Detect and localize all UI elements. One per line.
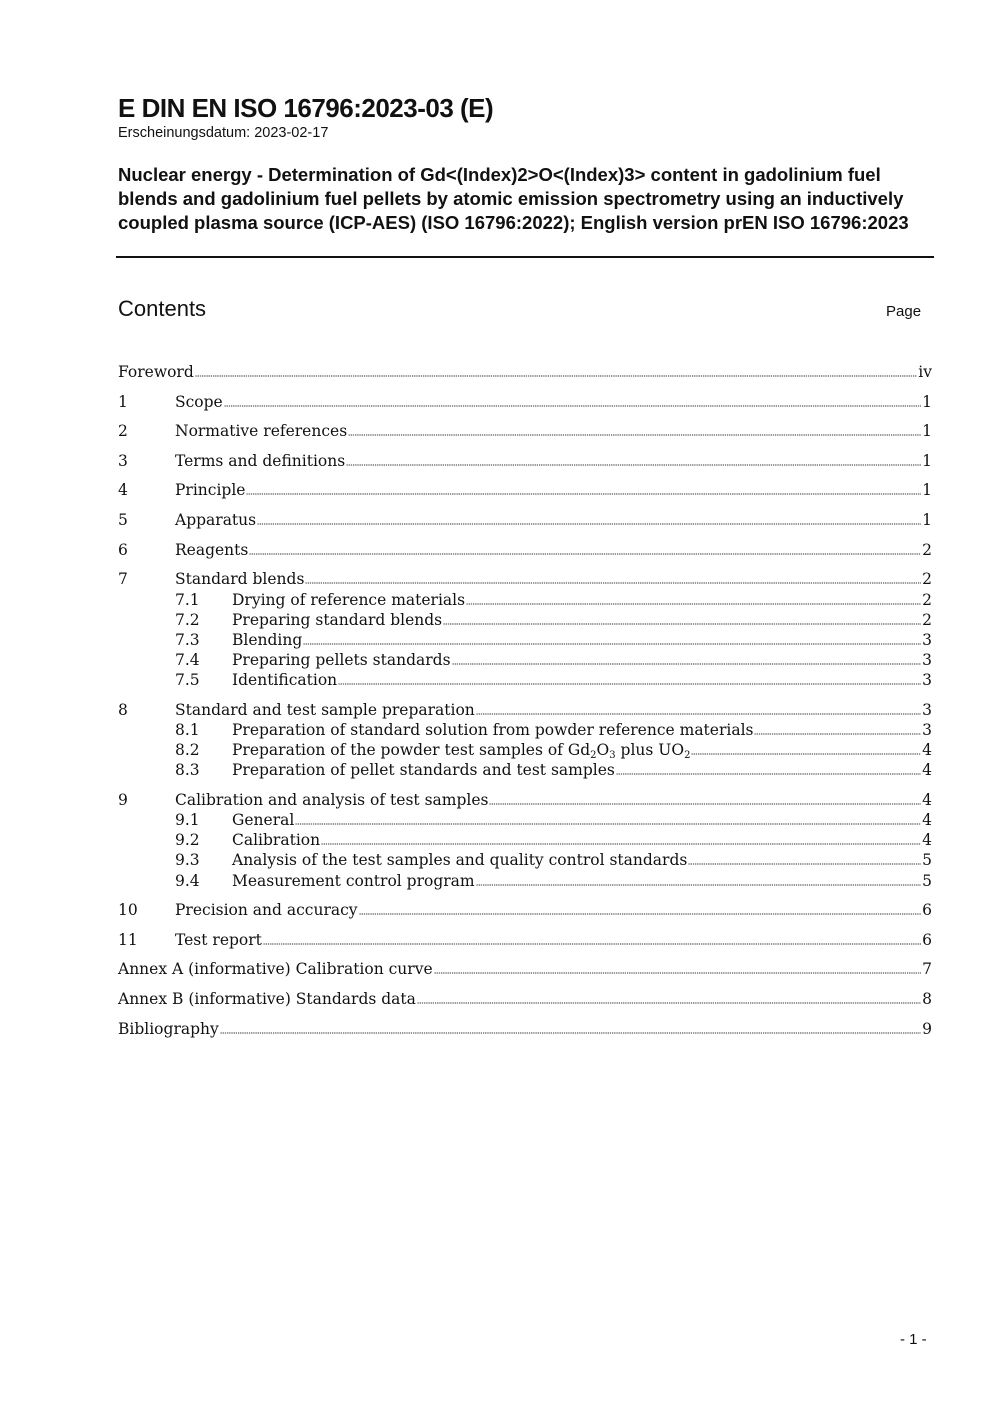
toc-entry-page: 5 xyxy=(922,851,932,869)
toc-entry-number: 6 xyxy=(118,541,128,559)
toc-entry[interactable] xyxy=(175,850,932,870)
toc-entry-number: 8 xyxy=(118,701,128,719)
toc-entry-number: 11 xyxy=(118,931,138,949)
toc-entry-label: Normative references xyxy=(175,422,348,440)
toc-entry-page: 4 xyxy=(922,761,932,779)
toc-entry-number: 9 xyxy=(118,791,128,809)
toc-leader-dots xyxy=(246,493,921,495)
toc-leader-dots xyxy=(476,884,922,886)
toc-entry[interactable] xyxy=(118,930,932,950)
toc-entry-label: Principle xyxy=(175,481,246,499)
contents-heading: Contents xyxy=(118,296,207,321)
toc-entry[interactable] xyxy=(118,900,932,920)
toc-entry-page: 1 xyxy=(922,511,932,529)
toc-entry-label: Preparing standard blends xyxy=(232,611,443,629)
toc-entry-page: 7 xyxy=(922,960,932,978)
toc-entry-number: 5 xyxy=(118,511,128,529)
toc-leader-dots xyxy=(691,753,921,755)
toc-entry-label: Annex B (informative) Standards data xyxy=(118,990,416,1008)
toc-entry-label: Preparation of standard solution from powder reference materials xyxy=(232,721,754,739)
toc-entry-number: 2 xyxy=(118,422,128,440)
toc-leader-dots xyxy=(466,603,921,605)
toc-leader-dots xyxy=(754,733,921,735)
toc-entry[interactable] xyxy=(175,720,932,740)
toc-entry[interactable] xyxy=(175,590,932,610)
toc-leader-dots xyxy=(295,823,921,825)
toc-entry-label: Calibration and analysis of test samples xyxy=(175,791,489,809)
toc-entry-page: 3 xyxy=(922,701,932,719)
toc-entry-number: 10 xyxy=(118,901,138,919)
toc-entry[interactable] xyxy=(175,630,932,650)
toc-entry-number: 7.2 xyxy=(175,611,200,629)
toc-entry-number: 9.3 xyxy=(175,851,200,869)
toc-leader-dots xyxy=(305,582,921,584)
toc-entry[interactable] xyxy=(175,871,932,891)
toc-entry[interactable] xyxy=(118,959,932,979)
toc-entry-label: Identification xyxy=(232,671,338,689)
toc-entry-label: Preparation of the powder test samples of $Gd_2O_3$ plus $UO_2$ xyxy=(232,741,691,761)
toc-entry-page: 3 xyxy=(922,631,932,649)
title-divider xyxy=(116,256,934,258)
toc-entry-label: Measurement control program xyxy=(232,872,475,890)
toc-entry-number: 4 xyxy=(118,481,128,499)
toc-entry[interactable] xyxy=(118,480,932,500)
toc-leader-dots xyxy=(348,434,921,436)
toc-entry-label: Annex A (informative) Calibration curve xyxy=(118,960,433,978)
toc-entry[interactable] xyxy=(118,569,932,589)
toc-entry-number: 8.1 xyxy=(175,721,200,739)
toc-entry-label: Precision and accuracy xyxy=(175,901,358,919)
toc-leader-dots xyxy=(303,643,921,645)
document-code: E DIN EN ISO 16796:2023-03 (E) xyxy=(118,93,494,123)
toc-entry-label: Test report xyxy=(175,931,262,949)
toc-entry[interactable] xyxy=(118,451,932,471)
toc-entry-page: 4 xyxy=(922,831,932,849)
toc-entry-number: 7 xyxy=(118,570,128,588)
toc-entry[interactable] xyxy=(118,540,932,560)
toc-leader-dots xyxy=(220,1032,921,1034)
toc-leader-dots xyxy=(321,843,921,845)
toc-leader-dots xyxy=(452,663,922,665)
toc-entry[interactable] xyxy=(175,830,932,850)
toc-entry-label: Terms and definitions xyxy=(175,452,346,470)
toc-entry-page: 1 xyxy=(922,422,932,440)
toc-entry-page: 3 xyxy=(922,671,932,689)
toc-leader-dots xyxy=(443,623,921,625)
publication-date: Erscheinungsdatum: 2023-02-17 xyxy=(118,125,329,141)
toc-entry-page: 2 xyxy=(922,570,932,588)
toc-entry-label: Calibration xyxy=(232,831,321,849)
page-number: - 1 - xyxy=(900,1331,927,1348)
toc-entry-label: Standard blends xyxy=(175,570,305,588)
toc-entry-label: General xyxy=(232,811,295,829)
toc-entry-page: 1 xyxy=(922,481,932,499)
toc-leader-dots xyxy=(616,773,921,775)
toc-entry-page: 2 xyxy=(922,541,932,559)
toc-leader-dots xyxy=(195,375,918,377)
toc-entry-number: 9.2 xyxy=(175,831,200,849)
toc-entry-number: 7.4 xyxy=(175,651,200,669)
toc-entry-number: 7.3 xyxy=(175,631,200,649)
toc-leader-dots xyxy=(434,972,921,974)
toc-entry[interactable] xyxy=(118,1019,932,1039)
toc-entry-number: 9.1 xyxy=(175,811,200,829)
toc-entry[interactable] xyxy=(175,760,932,780)
toc-leader-dots xyxy=(338,683,921,685)
toc-entry[interactable] xyxy=(118,790,932,810)
toc-entry-page: 1 xyxy=(922,393,932,411)
toc-entry-label: Analysis of the test samples and quality control standards xyxy=(232,851,688,869)
toc-entry-page: 3 xyxy=(922,651,932,669)
toc-entry-number: 7.1 xyxy=(175,591,200,609)
toc-leader-dots xyxy=(489,803,921,805)
toc-entry-label: Apparatus xyxy=(175,511,257,529)
toc-entry-page: iv xyxy=(918,363,932,381)
toc-entry-number: 7.5 xyxy=(175,671,200,689)
toc-leader-dots xyxy=(346,464,921,466)
toc-entry-page: 6 xyxy=(922,931,932,949)
toc-leader-dots xyxy=(257,523,921,525)
toc-entry[interactable] xyxy=(175,650,932,670)
toc-entry[interactable] xyxy=(175,610,932,630)
toc-entry-label: Foreword xyxy=(118,363,194,381)
toc-entry[interactable] xyxy=(118,392,932,412)
toc-leader-dots xyxy=(476,713,921,715)
toc-entry-page: 6 xyxy=(922,901,932,919)
toc-entry-page: 2 xyxy=(922,591,932,609)
toc-leader-dots xyxy=(417,1002,921,1004)
toc-leader-dots xyxy=(359,913,922,915)
toc-entry-label: Preparing pellets standards xyxy=(232,651,451,669)
toc-entry-number: 9.4 xyxy=(175,872,200,890)
toc-entry[interactable] xyxy=(175,740,932,760)
toc-entry-label: Bibliography xyxy=(118,1020,219,1038)
toc-entry-number: 8.2 xyxy=(175,741,200,759)
toc-entry[interactable] xyxy=(118,510,932,530)
toc-entry-label: Blending xyxy=(232,631,303,649)
toc-entry-page: 4 xyxy=(922,791,932,809)
toc-entry[interactable] xyxy=(118,989,932,1009)
toc-entry-number: 1 xyxy=(118,393,128,411)
toc-entry-label: Standard and test sample preparation xyxy=(175,701,475,719)
toc-entry-page: 5 xyxy=(922,872,932,890)
toc-entry-page: 4 xyxy=(922,741,932,759)
toc-entry-page: 4 xyxy=(922,811,932,829)
toc-entry-label: Drying of reference materials xyxy=(232,591,466,609)
toc-entry[interactable] xyxy=(118,421,932,441)
toc-entry-page: 3 xyxy=(922,721,932,739)
toc-entry[interactable] xyxy=(175,810,932,830)
toc-entry-page: 2 xyxy=(922,611,932,629)
toc-leader-dots xyxy=(263,943,921,945)
document-title: Nuclear energy - Determination of Gd<(Index)2>O<(Index)3> content in gadolinium fuel blends and gadolinium fuel pellets by atomic emission spectrometry using an inductively coupled plasma source (ICP-AES) (ISO 16796:2022); English version prEN ISO 16796:2023 xyxy=(118,164,909,233)
toc-entry-label: Reagents xyxy=(175,541,249,559)
toc-entry-label: Preparation of pellet standards and test samples xyxy=(232,761,615,779)
toc-entry[interactable] xyxy=(175,670,932,690)
toc-entry-label: Scope xyxy=(175,393,223,411)
toc-entry[interactable] xyxy=(118,700,932,720)
toc-leader-dots xyxy=(249,553,921,555)
toc-leader-dots xyxy=(688,863,921,865)
toc-entry-page: 9 xyxy=(922,1020,932,1038)
toc-entry-number: 3 xyxy=(118,452,128,470)
toc-entry-page: 8 xyxy=(922,990,932,1008)
toc-entry-number: 8.3 xyxy=(175,761,200,779)
toc-entry-page: 1 xyxy=(922,452,932,470)
toc-leader-dots xyxy=(224,405,921,407)
page-column-label: Page xyxy=(886,303,922,320)
toc-entry[interactable] xyxy=(118,362,932,382)
